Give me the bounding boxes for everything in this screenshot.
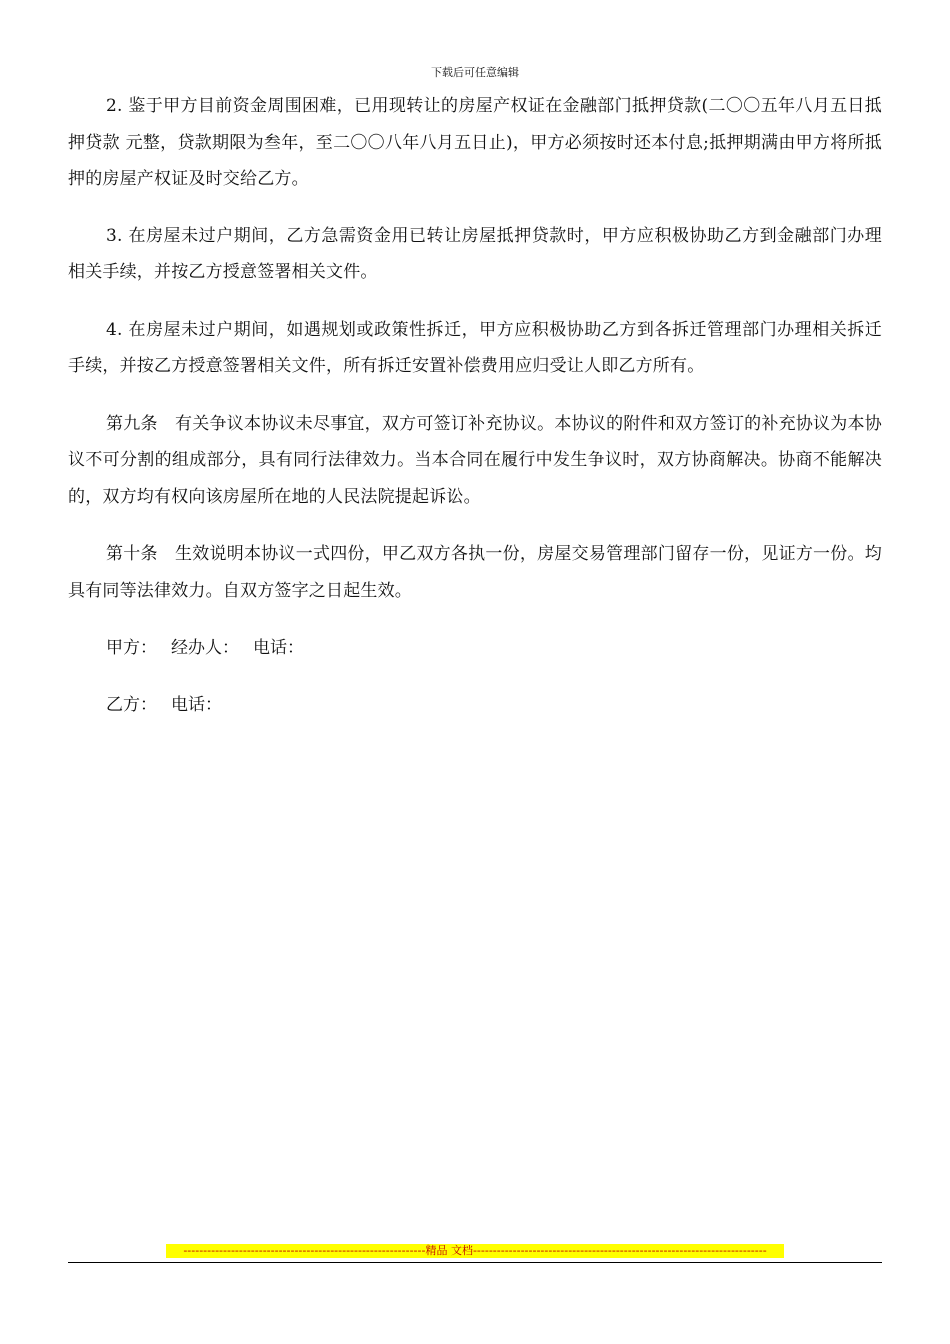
signature-party-b [68,687,882,723]
document-body [68,88,882,723]
party-b-phone-label: 电话： [171,695,222,715]
article-10: 第十条 生效说明本协议一式四份，甲乙双方各执一份，房屋交易管理部门留存一份，见证方一份。均具有同等法律效力。自双方签字之日起生效。 [68,544,882,601]
party-b-label: 乙方： [106,695,157,715]
clause-4: 4. 在房屋未过户期间，如遇规划或政策性拆迁，甲方应积极协助乙方到各拆迁管理部门办理相关拆迁手续，并按乙方授意签署相关文件，所有拆迁安置补偿费用应归受让人即乙方所有。 [68,319,882,376]
party-a-label: 甲方： [106,638,157,658]
page-header: 下载后可任意编辑 [431,66,519,79]
party-a-phone-label: 电话： [253,638,304,658]
article-9: 第九条 有关争议本协议未尽事宜，双方可签订补充协议。本协议的附件和双方签订的补充协议为本协议不可分割的组成部分，具有同行法律效力。当本合同在履行中发生争议时，双方协商解决。协商不能解决的，双方均有权向该房屋所在地的人民法院提起诉讼。 [68,413,882,507]
footer-divider [68,1262,882,1263]
signature-party-a [68,630,882,666]
footer-watermark: -------------------------------------------------------------精品 文档-------------------------------------------------------------------------- [166,1244,784,1258]
clause-3: 3. 在房屋未过户期间，乙方急需资金用已转让房屋抵押贷款时，甲方应积极协助乙方到金融部门办理相关手续，并按乙方授意签署相关文件。 [68,225,882,282]
clause-2: 2. 鉴于甲方目前资金周围困难，已用现转让的房屋产权证在金融部门抵押贷款(二〇〇五年八月五日抵押贷款 元整，贷款期限为叁年，至二〇〇八年八月五日止)，甲方必须按时还本付息;抵押期满由甲方将所抵押的房屋产权证及时交给乙方。 [68,96,882,189]
party-a-agent-label: 经办人： [171,638,239,658]
